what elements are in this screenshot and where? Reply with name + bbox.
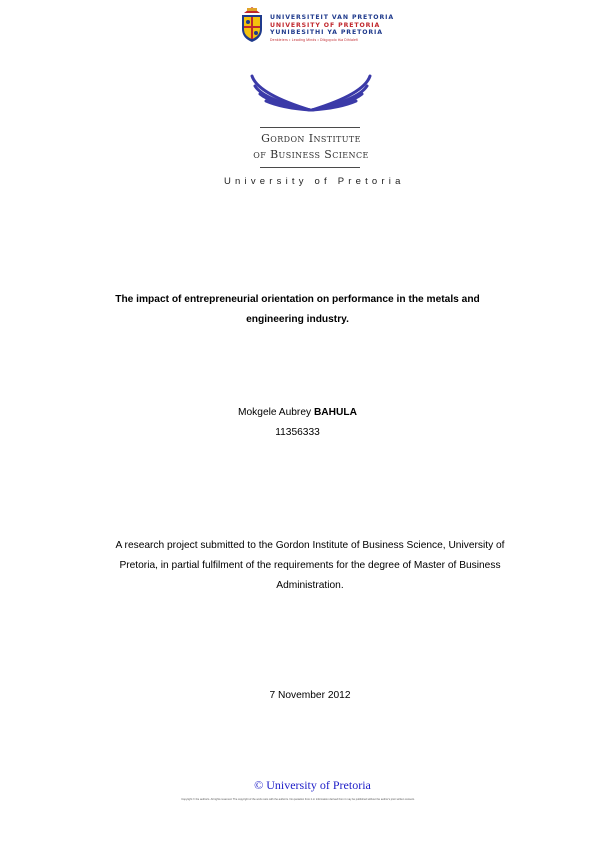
up-tagline: Denkleiers • Leading Minds • Dikgopolo tša Dihlalefi <box>270 37 359 42</box>
gibs-name-line2: of Business Science <box>253 148 369 161</box>
submission-line3: Administration. <box>276 580 344 591</box>
gibs-wings-icon <box>248 72 374 114</box>
up-name-afrikaans: UNIVERSITEIT VAN PRETORIA <box>270 14 395 21</box>
author-name <box>150 403 445 423</box>
up-name-english: UNIVERSITY OF PRETORIA <box>270 21 381 29</box>
copyright-notice: © University of Pretoria <box>254 778 371 792</box>
gibs-university-name: University of Pretoria <box>224 176 405 187</box>
copyright-fineprint: Copyright © the author/s. All rights reserved. The copyright of the work rests with the author/s. No quotation from it or information derived from it may be published without the author's prior written consent. <box>181 798 415 801</box>
gibs-name-line1: Gordon Institute <box>261 132 361 145</box>
submission-date: 7 November 2012 <box>269 690 351 701</box>
up-logo <box>240 5 395 47</box>
student-number: 11356333 <box>275 427 320 438</box>
up-crest-icon <box>240 5 264 43</box>
submission-line1: A research project submitted to the Gordon Institute of Business Science, University of <box>115 540 505 551</box>
author-given-names: Mokgele Aubrey <box>238 407 312 418</box>
author-surname: BAHULA <box>313 407 357 418</box>
thesis-title-line1: The impact of entrepreneurial orientation on performance in the metals and <box>115 294 480 305</box>
submission-statement <box>95 536 525 596</box>
thesis-title <box>95 290 500 330</box>
thesis-title-line2: engineering industry. <box>246 314 349 325</box>
gibs-top-rule <box>260 127 360 128</box>
author-block <box>150 403 445 443</box>
up-name-sepedi: YUNIBESITHI YA PRETORIA <box>270 29 383 36</box>
submission-line2: Pretoria, in partial fulfilment of the requirements for the degree of Master of Business <box>119 560 501 571</box>
gibs-bottom-rule <box>260 167 360 168</box>
